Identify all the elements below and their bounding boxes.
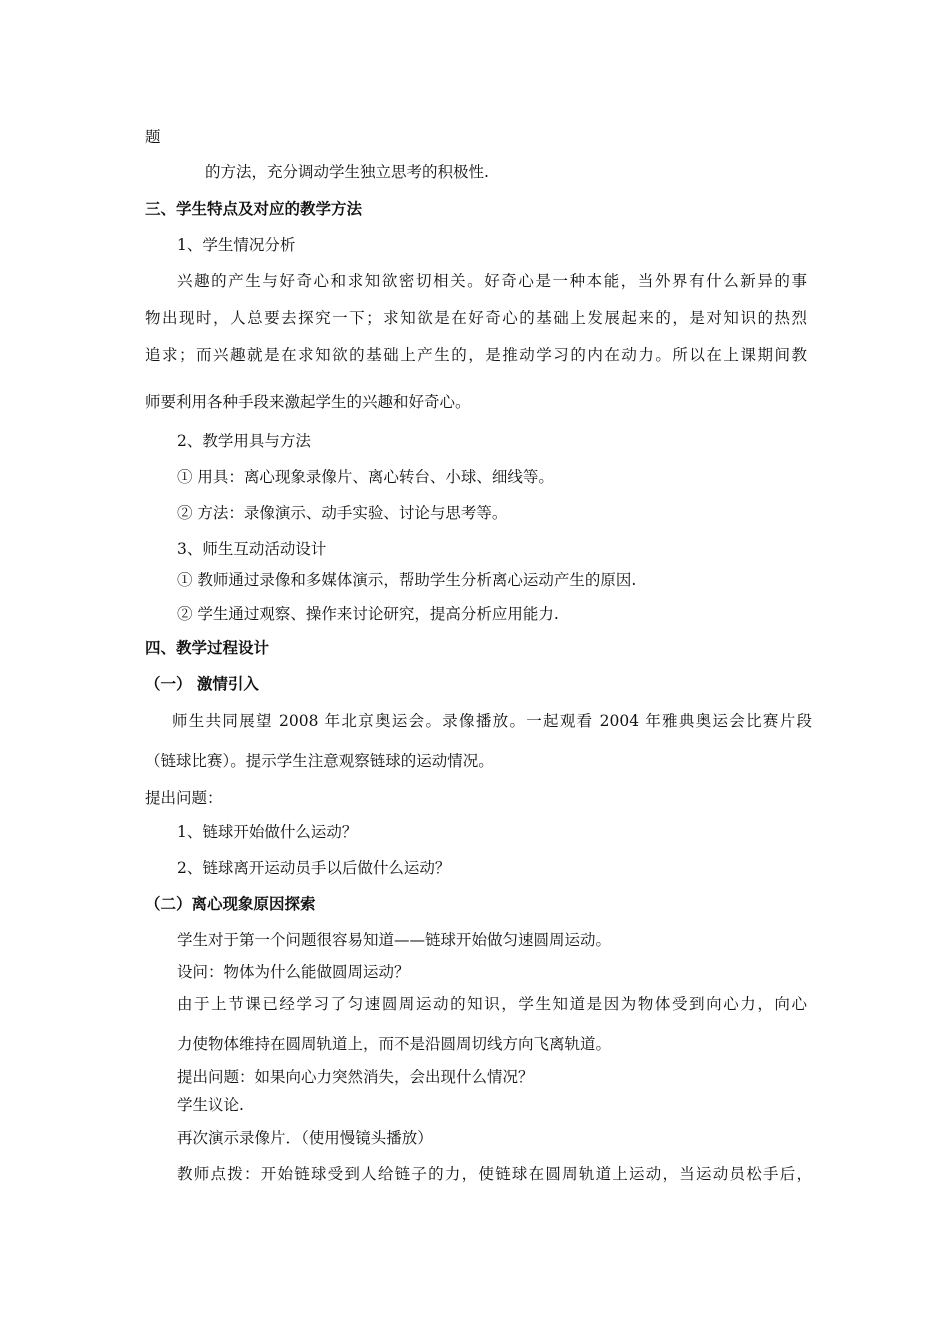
subsection-heading: 1、学生情况分析	[177, 236, 296, 254]
list-item: ② 方法：录像演示、动手实验、讨论与思考等。	[177, 504, 508, 522]
section-heading-3: 三、学生特点及对应的教学方法	[145, 199, 363, 218]
paragraph-line: 提出问题：	[145, 789, 223, 807]
list-item: ① 用具：离心现象录像片、离心转台、小球、细线等。	[177, 468, 554, 486]
list-item: 1、链球开始做什么运动？	[177, 823, 358, 841]
list-item: 2、链球离开运动员手以后做什么运动？	[177, 859, 451, 877]
list-item: ② 学生通过观察、操作来讨论研究，提高分析应用能力.	[177, 605, 559, 623]
list-item: ① 教师通过录像和多媒体演示，帮助学生分析离心运动产生的原因.	[177, 571, 637, 589]
subsection-heading: （一） 激情引入	[145, 674, 259, 693]
paragraph-line: 设问：物体为什么能做圆周运动？	[177, 963, 410, 981]
subsection-heading: （二）离心现象原因探索	[145, 894, 316, 913]
paragraph-line: 力使物体维持在圆周轨道上，而不是沿圆周切线方向飞离轨道。	[177, 1035, 612, 1053]
paragraph-line: 学生对于第一个问题很容易知道——链球开始做匀速圆周运动。	[177, 931, 612, 949]
paragraph-line: 由于上节课已经学习了匀速圆周运动的知识，学生知道是因为物体受到向心力，向心	[177, 995, 807, 1013]
paragraph-line: 物出现时，人总要去探究一下；求知欲是在好奇心的基础上发展起来的，是对知识的热烈	[145, 309, 807, 327]
paragraph-line: 提出问题：如果向心力突然消失，会出现什么情况？	[177, 1068, 534, 1086]
subsection-heading: 3、师生互动活动设计	[177, 540, 327, 558]
paragraph-line: 教师点拨：开始链球受到人给链子的力，使链球在圆周轨道上运动，当运动员松手后，	[177, 1165, 812, 1183]
paragraph-line: 兴趣的产生与好奇心和求知欲密切相关。好奇心是一种本能，当外界有什么新异的事	[177, 272, 807, 290]
text-line: 题	[145, 128, 161, 146]
paragraph-line: 追求；而兴趣就是在求知欲的基础上产生的，是推动学习的内在动力。所以在上课期间教	[145, 346, 807, 364]
section-heading-4: 四、教学过程设计	[145, 638, 270, 657]
paragraph-line: 师要利用各种手段来激起学生的兴趣和好奇心。	[145, 393, 471, 411]
subsection-heading: 2、教学用具与方法	[177, 432, 311, 450]
text-line: 的方法，充分调动学生独立思考的积极性.	[205, 163, 489, 181]
paragraph-line: 学生议论.	[177, 1096, 244, 1114]
paragraph-line: 再次演示录像片．（使用慢镜头播放）	[177, 1129, 433, 1147]
paragraph-line: （链球比赛）。提示学生注意观察链球的运动情况。	[145, 752, 494, 770]
paragraph-line: 师生共同展望 2008 年北京奥运会。录像播放。一起观看 2004 年雅典奥运会比赛片段	[172, 712, 812, 730]
